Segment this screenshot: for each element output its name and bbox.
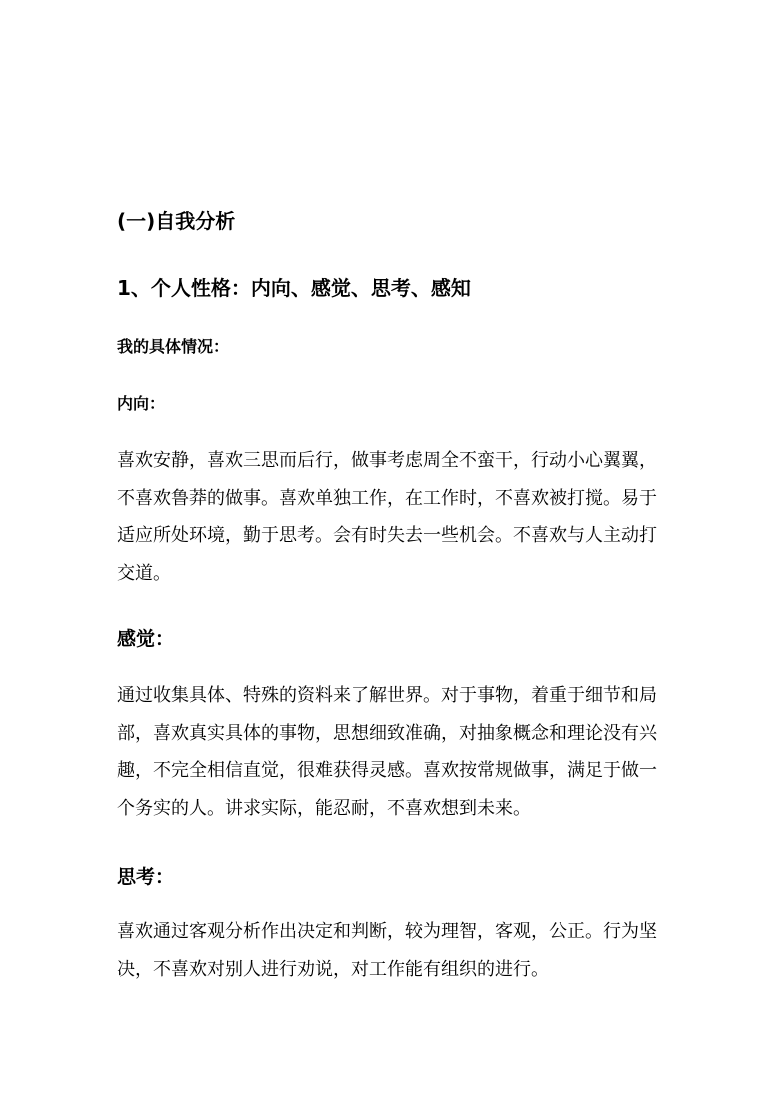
my-situation-label: 我的具体情况： (117, 337, 230, 356)
thinking-paragraph (117, 913, 657, 988)
section-title: (一)自我分析 (117, 209, 236, 233)
paragraph-line: 部，喜欢真实具体的事物，思想细致准确，对抽象概念和理论没有兴 (117, 722, 657, 744)
introvert-heading: 内向： (117, 394, 166, 413)
paragraph-line: 决，不喜欢对别人进行劝说，对工作能有组织的进行。 (117, 958, 549, 980)
personality-heading: 1、个人性格：内向、感觉、思考、感知 (117, 276, 471, 300)
paragraph-line: 交道。 (117, 562, 171, 584)
paragraph-line: 通过收集具体、特殊的资料来了解世界。对于事物，着重于细节和局 (117, 685, 657, 706)
paragraph-line: 喜欢安静，喜欢三思而后行，做事考虑周全不蛮干，行动小心翼翼， (117, 450, 657, 471)
sensing-heading: 感觉： (117, 628, 175, 650)
thinking-heading: 思考： (117, 866, 175, 888)
sensing-paragraph (117, 677, 657, 827)
paragraph-line: 适应所处环境，勤于思考。会有时失去一些机会。不喜欢与人主动打 (117, 525, 657, 546)
paragraph-line: 喜欢通过客观分析作出决定和判断，较为理智，客观，公正。行为坚 (117, 921, 657, 942)
paragraph-line: 个务实的人。讲求实际，能忍耐，不喜欢想到未来。 (117, 797, 531, 819)
paragraph-line: 趣，不完全相信直觉，很难获得灵感。喜欢按常规做事，满足于做一 (117, 760, 657, 781)
paragraph-line: 不喜欢鲁莽的做事。喜欢单独工作，在工作时，不喜欢被打搅。易于 (117, 487, 657, 509)
introvert-paragraph (117, 442, 657, 592)
